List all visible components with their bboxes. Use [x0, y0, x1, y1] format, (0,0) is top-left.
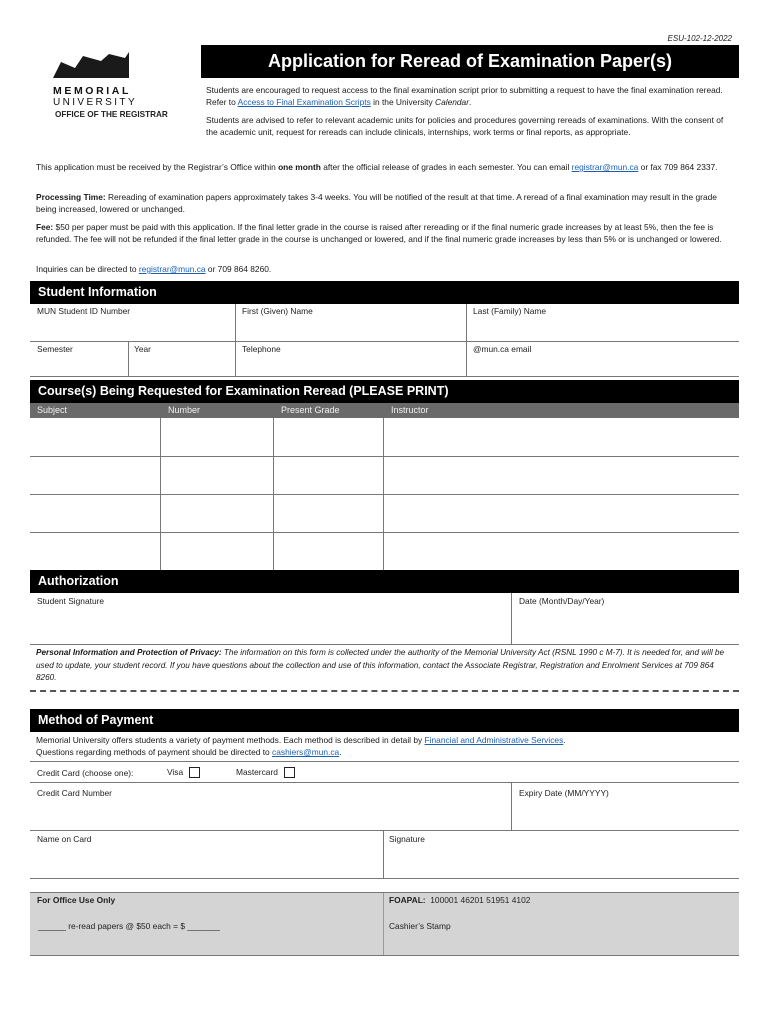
year-label: Year — [134, 344, 151, 354]
courses-header: Course(s) Being Requested for Examination Reread (PLEASE PRINT) — [30, 380, 739, 403]
authorization-header: Authorization — [30, 570, 739, 593]
office-name: OFFICE OF THE REGISTRAR — [55, 110, 168, 119]
payment-header: Method of Payment — [30, 709, 739, 732]
intro-paragraph-1: Students are encouraged to request access to the final examination script prior to submitting a request to have the final examination reread. Refer to Access to Final Examination Scripts in the University Calendar. — [206, 85, 723, 107]
fee-paragraph: Fee: $50 per paper must be paid with this application. If the final letter grade in the course is raised after rereading or if the final numeric grade increases by at least 5%, then the fee is refunded. The fee will not be refunded if the final letter grade in the course is unchanged or lowered, and if the final numeric grade increases by less than 5% or is unchanged or lowered. — [36, 222, 722, 244]
mastercard-checkbox[interactable] — [284, 767, 295, 778]
card-number-label: Credit Card Number — [37, 788, 112, 798]
form-title: Application for Reread of Examination Paper(s) — [201, 45, 739, 78]
deadline-paragraph: This application must be received by the Registrar’s Office within one month after the official release of grades in each semester. You can email registrar@mun.ca or fax 709 864 2337. — [36, 162, 718, 172]
last-name-label: Last (Family) Name — [473, 306, 547, 316]
logo-mark-icon — [53, 52, 129, 78]
year-field[interactable] — [129, 354, 235, 376]
name-on-card-field[interactable] — [30, 845, 382, 877]
processing-paragraph: Processing Time: Rereading of examination papers approximately takes 3-4 weeks. You will be notified of the result at that time. A reread of a final examination may result in the grade being increased, lowered or unchanged. — [36, 192, 717, 214]
registrar-email-link[interactable]: registrar@mun.ca — [571, 162, 639, 172]
visa-option[interactable]: Visa — [167, 767, 200, 778]
student-id-field[interactable] — [30, 315, 235, 340]
student-info-header: Student Information — [30, 281, 739, 304]
telephone-field[interactable] — [236, 354, 466, 376]
column-present-grade: Present Grade — [281, 405, 340, 415]
foapal-line: FOAPAL: 100001 46201 51951 4102 — [389, 895, 531, 905]
form-id: ESU-102-12-2022 — [667, 34, 732, 43]
date-field[interactable] — [512, 606, 739, 642]
first-name-label: First (Given) Name — [242, 306, 313, 316]
foapal-value: 100001 46201 51951 4102 — [430, 895, 531, 905]
last-name-field[interactable] — [467, 315, 739, 340]
financial-services-link[interactable]: Financial and Administrative Services — [424, 735, 564, 745]
name-on-card-label: Name on Card — [37, 834, 92, 844]
column-number: Number — [168, 405, 201, 415]
expiry-date-field[interactable] — [512, 798, 739, 829]
semester-field[interactable] — [30, 354, 128, 376]
date-label: Date (Month/Day/Year) — [519, 596, 605, 606]
logo-word-university: UNIVERSITY — [53, 97, 138, 108]
table-row[interactable] — [30, 532, 739, 533]
student-signature-field[interactable] — [30, 606, 510, 642]
privacy-notice: Personal Information and Protection of Privacy: The information on this form is collected under the authority of the Memorial University Act (RSNL 1990 c M-7). It is needed for, and will be used to update, your student record. If you have questions about the collection and use of this information, contact the Associate Registrar, Registration and Enrolment Services at 709 864 8260. — [36, 648, 725, 682]
first-name-field[interactable] — [236, 315, 466, 340]
semester-label: Semester — [37, 344, 73, 354]
inquiries-paragraph: Inquiries can be directed to registrar@mun.ca or 709 864 8260. — [36, 264, 272, 274]
student-signature-label: Student Signature — [37, 596, 105, 606]
email-field[interactable] — [467, 354, 739, 376]
credit-card-choice-label: Credit Card (choose one): — [37, 768, 134, 778]
reread-fee-line: ______ re-read papers @ $50 each = $ _______ — [38, 921, 220, 931]
cut-line-divider — [30, 690, 739, 692]
payment-signature-label: Signature — [389, 834, 425, 844]
intro-paragraph-2: Students are advised to refer to relevant academic units for policies and procedures governing rereads of examinations. With the consent of the academic unit, request for rereads can include clinicals, internships, work terms or final reports, as appropriate. — [206, 115, 724, 137]
payment-signature-field[interactable] — [384, 845, 739, 877]
card-number-field[interactable] — [30, 798, 510, 829]
mastercard-option[interactable]: Mastercard — [236, 767, 295, 778]
courses-table-header — [30, 403, 739, 418]
expiry-date-label: Expiry Date (MM/YYYY) — [519, 788, 609, 798]
email-label: @mun.ca email — [473, 344, 532, 354]
cashier-stamp-label: Cashier’s Stamp — [389, 921, 451, 931]
office-use-title: For Office Use Only — [37, 895, 116, 905]
table-row[interactable] — [30, 456, 739, 457]
university-logo — [53, 52, 179, 108]
exam-scripts-link[interactable]: Access to Final Examination Scripts — [237, 97, 371, 107]
logo-word-memorial: MEMORIAL — [53, 85, 131, 97]
table-row[interactable] — [30, 494, 739, 495]
column-subject: Subject — [37, 405, 68, 415]
telephone-label: Telephone — [242, 344, 281, 354]
visa-checkbox[interactable] — [189, 767, 200, 778]
column-instructor: Instructor — [391, 405, 429, 415]
payment-info-line-2: Questions regarding methods of payment should be directed to cashiers@mun.ca. — [36, 747, 342, 757]
inquiries-email-link[interactable]: registrar@mun.ca — [138, 264, 206, 274]
cashiers-email-link[interactable]: cashiers@mun.ca — [272, 747, 340, 757]
student-id-label: MUN Student ID Number — [37, 306, 131, 316]
payment-info-line-1: Memorial University offers students a variety of payment methods. Each method is described in detail by Financial and Administrative Services. — [36, 735, 566, 745]
